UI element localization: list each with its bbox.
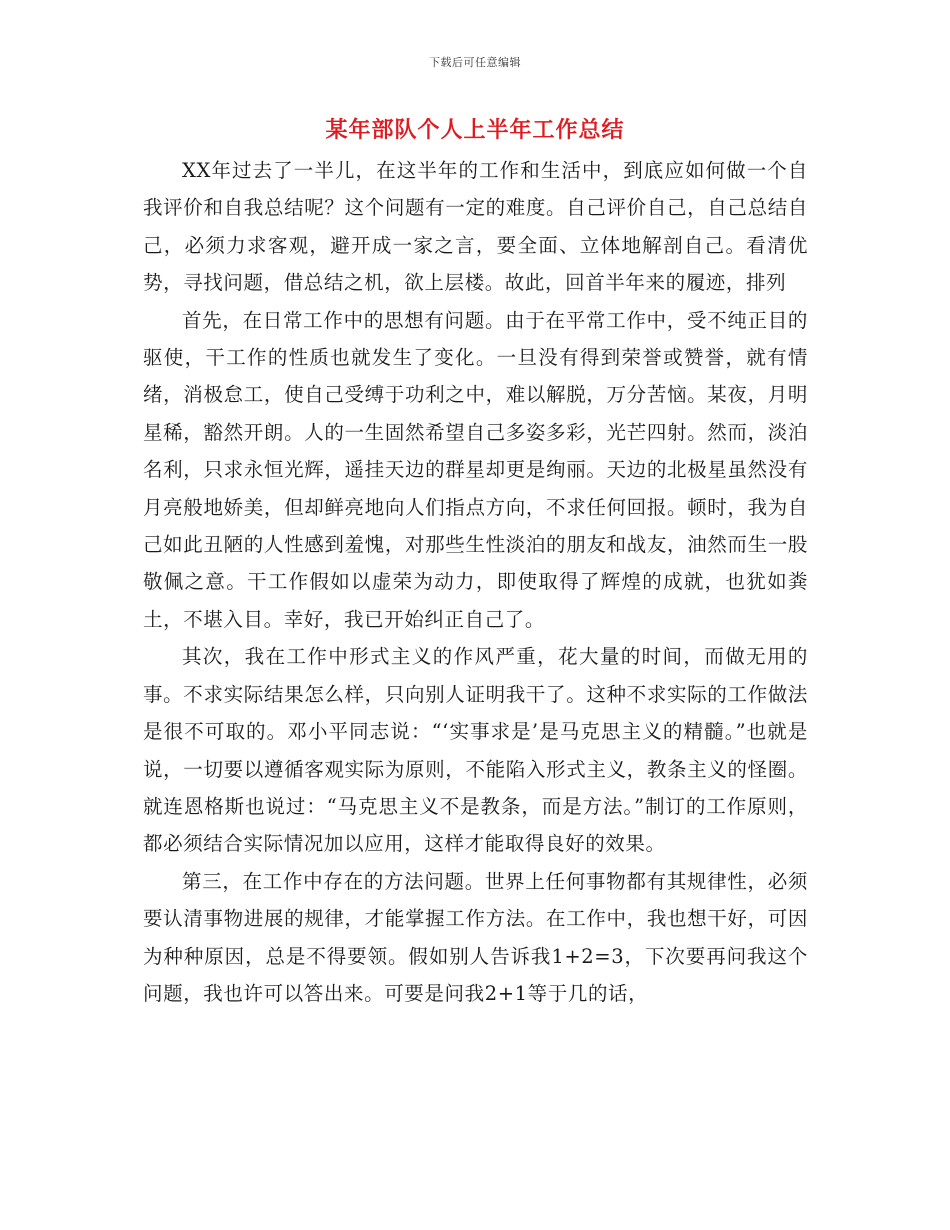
document-title: 某年部队个人上半年工作总结 (325, 117, 625, 143)
paragraph-first: 首先，在日常工作中的思想有问题。由于在平常工作中，受不纯正目的驱使，干工作的性质也就发生了变化。一旦没有得到荣誉或赞誉，就有情绪，消极怠工，使自己受缚于功利之中，难以解脱，万分苦恼。某夜，月明星稀，豁然开朗。人的一生固然希望自己多姿多彩，光芒四射。然而，淡泊名利，只求永恒光辉，遥挂天边的群星却更是绚丽。天边的北极星虽然没有月亮般地娇美，但却鲜亮地向人们指点方向，不求任何回报。顿时，我为自己如此丑陋的人性感到羞愧，对那些生性淡泊的朋友和战友，油然而生一股敬佩之意。干工作假如以虚荣为动力，即使取得了辉煌的成就，也犹如粪土，不堪入目。幸好，我已开始纠正自己了。 (143, 308, 808, 631)
header-note: 下载后可任意编辑 (429, 56, 521, 69)
paragraph-third: 第三，在工作中存在的方法问题。世界上任何事物都有其规律性，必须要认清事物进展的规律，才能掌握工作方法。在工作中，我也想干好，可因为种种原因，总是不得要领。假如别人告诉我1+2=3，下次要再问我这个问题，我也许可以答出来。可要是问我2+1等于几的话， (143, 869, 808, 1005)
document-body (143, 152, 808, 1012)
paragraph-intro: XX年过去了一半儿，在这半年的工作和生活中，到底应如何做一个自我评价和自我总结呢？这个问题有一定的难度。自己评价自己，自己总结自己，必须力求客观，避开成一家之言，要全面、立体地解剖自己。看清优势，寻找问题，借总结之机，欲上层楼。故此，回首半年来的履迹，排列 (143, 159, 808, 295)
paragraph-second: 其次，我在工作中形式主义的作风严重，花大量的时间，而做无用的事。不求实际结果怎么样，只向别人证明我干了。这种不求实际的工作做法是很不可取的。邓小平同志说：“‘实事求是’是马克思主义的精髓。”也就是说，一切要以遵循客观实际为原则，不能陷入形式主义，教条主义的怪圈。就连恩格斯也说过：“马克思主义不是教条，而是方法。”制订的工作原则，都必须结合实际情况加以应用，这样才能取得良好的效果。 (143, 645, 808, 856)
